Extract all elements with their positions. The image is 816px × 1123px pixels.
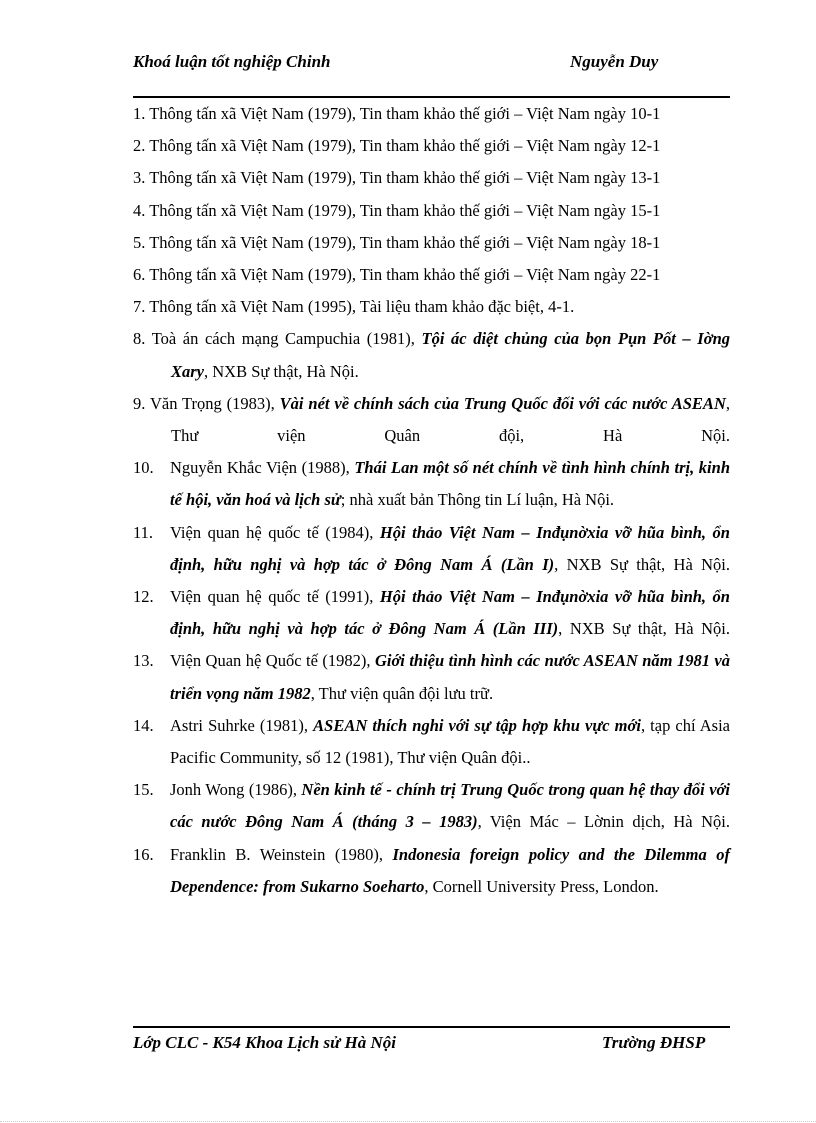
footer-right: Trường ĐHSP xyxy=(602,1033,706,1052)
reference-item xyxy=(133,227,730,259)
reference-item xyxy=(133,452,730,516)
ref-author: Viện quan hệ quốc tế (1984), xyxy=(170,522,380,542)
ref-title: ASEAN thích nghi với sự tập hợp khu vực mới xyxy=(313,715,641,735)
ref-title: Indonesia foreign policy and the Dilemma of Dependence: from Sukarno Soeharto xyxy=(170,844,731,896)
ref-text: Thông tấn xã Việt Nam (1979), Tin tham khảo thế giới – Việt Nam ngày 13-1 xyxy=(149,168,661,188)
ref-number: 5. xyxy=(133,232,146,252)
ref-title: Nền kinh tế - chính trị Trung Quốc trong quan hệ thay đổi với các nước Đông Nam Á (tháng 3 – 1983) xyxy=(170,780,730,832)
ref-number: 8. xyxy=(133,329,146,349)
ref-author: Franklin B. Weinstein (1980), xyxy=(170,844,393,864)
ref-publisher: ; nhà xuất bản Thông tin Lí luận, Hà Nội. xyxy=(340,490,615,510)
reference-item xyxy=(133,98,730,130)
ref-title: Tội ác diệt chủng của bọn Pụn Pốt – Iờng Xary xyxy=(171,329,730,381)
ref-publisher: , NXB Sự thật, Hà Nội. xyxy=(204,361,359,381)
ref-number: 2. xyxy=(133,136,146,156)
reference-item xyxy=(133,774,730,838)
ref-number: 16. xyxy=(133,844,154,864)
ref-publisher: , Viện Mác – Lờnin dịch, Hà Nội. xyxy=(477,812,730,832)
ref-number: 9. xyxy=(133,393,146,413)
ref-author: Viện Quan hệ Quốc tế (1982), xyxy=(170,651,375,671)
ref-number: 13. xyxy=(133,651,154,671)
ref-number: 11. xyxy=(133,522,154,542)
page-edge xyxy=(0,1121,816,1122)
ref-text: Thông tấn xã Việt Nam (1979), Tin tham khảo thế giới – Việt Nam ngày 22-1 xyxy=(149,265,661,285)
ref-number: 4. xyxy=(133,200,146,220)
reference-item xyxy=(133,517,730,581)
reference-item xyxy=(133,710,730,774)
ref-publisher: , Cornell University Press, London. xyxy=(424,876,659,896)
footer-left: Lớp CLC - K54 Khoa Lịch sử Hà Nội xyxy=(133,1033,396,1052)
ref-text: Thông tấn xã Việt Nam (1979), Tin tham khảo thế giới – Việt Nam ngày 12-1 xyxy=(149,136,661,156)
ref-number: 6. xyxy=(133,265,146,285)
ref-publisher: , Thư viện quân đội lưu trữ. xyxy=(310,683,494,703)
reference-item xyxy=(133,323,730,387)
ref-title: Vài nét về chính sách của Trung Quốc đối với các nước ASEAN xyxy=(279,393,726,413)
ref-title: Giới thiệu tình hình các nước ASEAN năm 1981 và triển vọng năm 1982 xyxy=(170,651,730,703)
reference-item xyxy=(133,839,730,903)
ref-text: Thông tấn xã Việt Nam (1979), Tin tham khảo thế giới – Việt Nam ngày 18-1 xyxy=(149,232,661,252)
reference-item xyxy=(133,645,730,709)
ref-author: Nguyễn Khắc Viện (1988), xyxy=(170,458,355,478)
ref-author: Viện quan hệ quốc tế (1991), xyxy=(170,587,380,607)
reference-item xyxy=(133,130,730,162)
ref-author: Văn Trọng (1983), xyxy=(149,393,280,413)
ref-publisher: , NXB Sự thật, Hà Nội. xyxy=(558,619,731,639)
header-left: Khoá luận tốt nghiệp Chinh xyxy=(133,52,331,71)
header-right: Nguyễn Duy xyxy=(570,52,659,71)
ref-text: Thông tấn xã Việt Nam (1979), Tin tham khảo thế giới – Việt Nam ngày 15-1 xyxy=(149,200,661,220)
reference-list xyxy=(133,98,730,903)
reference-item xyxy=(133,259,730,291)
ref-title: Thái Lan một số nét chính về tình hình chính trị, kinh tế hội, văn hoá và lịch sử xyxy=(170,458,730,510)
reference-item xyxy=(133,291,730,323)
reference-item xyxy=(133,195,730,227)
ref-number: 3. xyxy=(133,168,146,188)
reference-item xyxy=(133,162,730,194)
ref-title: Hội thảo Việt Nam – Inđụnờxia vỡ hũa bình, ổn định, hữu nghị và hợp tác ở Đông Nam Á (Lần III) xyxy=(170,587,730,639)
ref-publisher: , NXB Sự thật, Hà Nội. xyxy=(554,554,731,574)
ref-number: 10. xyxy=(133,458,154,478)
ref-number: 15. xyxy=(133,780,154,800)
ref-author: Astri Suhrke (1981), xyxy=(170,715,314,735)
ref-publisher: , tạp chí Asia Pacific Community, số 12 (1981), Thư viện Quân đội.. xyxy=(170,715,731,768)
ref-number: 7. xyxy=(133,297,146,317)
ref-number: 12. xyxy=(133,587,154,607)
ref-text: Thông tấn xã Việt Nam (1995), Tài liệu tham khảo đặc biệt, 4-1. xyxy=(149,297,575,317)
ref-text: Thông tấn xã Việt Nam (1979), Tin tham khảo thế giới – Việt Nam ngày 10-1 xyxy=(149,104,661,123)
ref-author: Toà án cách mạng Campuchia (1981), xyxy=(151,329,422,349)
ref-publisher: , Thư viện Quân đội, Hà Nội. xyxy=(171,393,730,446)
footer-rule xyxy=(133,1026,730,1028)
ref-title: Hội thảo Việt Nam – Inđ​ụnờxia vỡ hũa bình, ổn định, hữu nghị và hợp tác ở Đông Nam Á (Lần I) xyxy=(170,522,730,574)
ref-number: 14. xyxy=(133,715,154,735)
ref-number: 1. xyxy=(133,104,146,123)
ref-author: Jonh Wong (1986), xyxy=(170,780,302,800)
reference-item xyxy=(133,581,730,645)
reference-item xyxy=(133,388,730,452)
